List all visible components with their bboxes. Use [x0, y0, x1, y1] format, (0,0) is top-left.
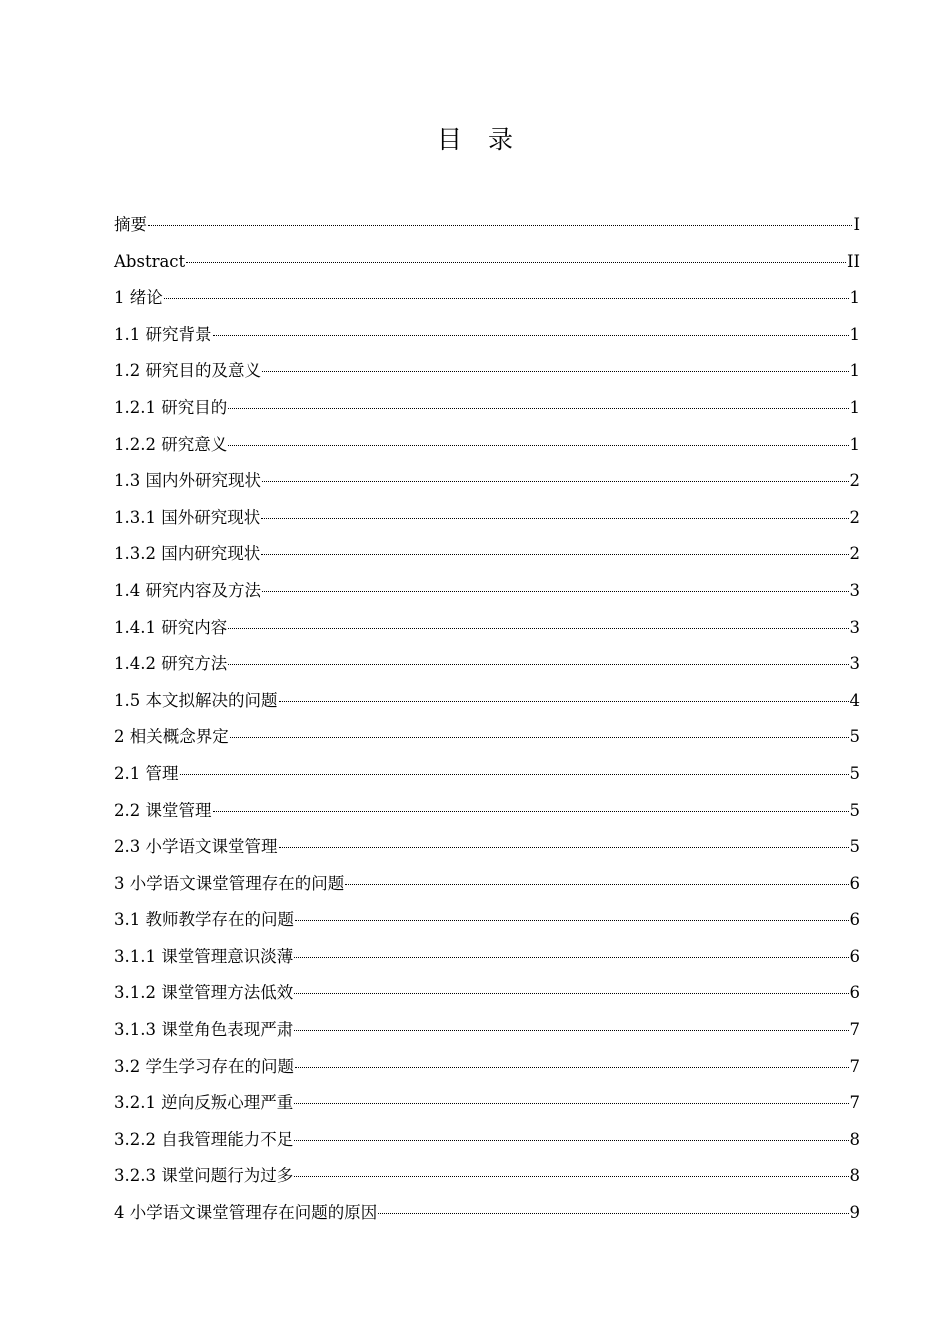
- toc-dot-leader: [164, 298, 849, 299]
- toc-entry-page-number: 6: [849, 873, 860, 893]
- toc-dot-leader: [213, 335, 849, 336]
- toc-entry[interactable]: [114, 536, 860, 573]
- toc-entry-page-number: 7: [849, 1056, 860, 1076]
- toc-dot-leader: [294, 1176, 848, 1177]
- toc-entry-page-number: 9: [849, 1203, 860, 1223]
- toc-dot-leader: [295, 1067, 849, 1068]
- toc-entry-page-number: 1: [849, 288, 860, 308]
- toc-entry-label: 2 相关概念界定: [114, 727, 229, 747]
- toc-dot-leader: [295, 920, 849, 921]
- toc-entry-page-number: 6: [849, 983, 860, 1003]
- toc-entry-label: 2.2 课堂管理: [114, 800, 212, 820]
- toc-entry[interactable]: [114, 207, 860, 244]
- toc-dot-leader: [279, 847, 849, 848]
- toc-entry-page-number: 5: [849, 800, 860, 820]
- toc-entry-label: 3.1.2 课堂管理方法低效: [114, 983, 294, 1003]
- toc-entry-page-number: I: [853, 215, 860, 234]
- toc-entry[interactable]: [114, 1158, 860, 1195]
- toc-entry[interactable]: [114, 427, 860, 464]
- toc-entry-page-number: 1: [849, 434, 860, 454]
- toc-entry-label: 1.1 研究背景: [114, 324, 212, 344]
- toc-entry-page-number: 8: [849, 1129, 860, 1149]
- toc-entry-page-number: 4: [849, 690, 860, 710]
- toc-entry-page-number: 3: [849, 580, 860, 600]
- toc-entry-label: 1.4.1 研究内容: [114, 617, 228, 637]
- toc-entry[interactable]: [114, 719, 860, 756]
- toc-entry[interactable]: [114, 1085, 860, 1122]
- toc-entry-page-number: 2: [849, 544, 860, 564]
- toc-entry[interactable]: [114, 280, 860, 317]
- toc-dot-leader: [262, 481, 849, 482]
- toc-entry-label: 3.1.1 课堂管理意识淡薄: [114, 946, 294, 966]
- toc-entry-label: 1.4 研究内容及方法: [114, 580, 261, 600]
- toc-entry-page-number: 5: [849, 763, 860, 783]
- toc-entry-label: 2.1 管理: [114, 763, 179, 783]
- toc-list: [114, 207, 860, 1232]
- toc-entry[interactable]: [114, 756, 860, 793]
- toc-dot-leader: [294, 1103, 848, 1104]
- toc-entry-label: 1.2 研究目的及意义: [114, 361, 261, 381]
- toc-dot-leader: [262, 371, 849, 372]
- toc-entry[interactable]: [114, 646, 860, 683]
- toc-entry-label: 3.1 教师教学存在的问题: [114, 910, 294, 930]
- toc-dot-leader: [228, 628, 848, 629]
- toc-entry-label: 1.2.1 研究目的: [114, 397, 228, 417]
- toc-entry-page-number: 5: [849, 837, 860, 857]
- toc-entry[interactable]: [114, 390, 860, 427]
- toc-entry[interactable]: [114, 939, 860, 976]
- toc-dot-leader: [345, 884, 848, 885]
- toc-entry-page-number: 6: [849, 946, 860, 966]
- toc-dot-leader: [261, 518, 848, 519]
- toc-entry-label: 2.3 小学语文课堂管理: [114, 837, 278, 857]
- toc-entry[interactable]: [114, 463, 860, 500]
- toc-entry-label: 1.3.1 国外研究现状: [114, 507, 261, 527]
- toc-entry-label: 摘要: [114, 215, 147, 234]
- toc-dot-leader: [186, 262, 846, 263]
- toc-entry[interactable]: [114, 244, 860, 281]
- toc-entry-page-number: 8: [849, 1166, 860, 1186]
- toc-dot-leader: [228, 664, 848, 665]
- toc-entry[interactable]: [114, 573, 860, 610]
- toc-dot-leader: [261, 554, 848, 555]
- toc-entry-page-number: 1: [849, 397, 860, 417]
- toc-entry[interactable]: [114, 793, 860, 830]
- toc-entry-label: 1.3.2 国内研究现状: [114, 544, 261, 564]
- toc-entry[interactable]: [114, 500, 860, 537]
- toc-entry[interactable]: [114, 975, 860, 1012]
- toc-entry-label: 1.2.2 研究意义: [114, 434, 228, 454]
- toc-entry[interactable]: [114, 829, 860, 866]
- toc-entry-label: 3.2 学生学习存在的问题: [114, 1056, 294, 1076]
- toc-entry[interactable]: [114, 317, 860, 354]
- toc-entry-label: 1 绪论: [114, 288, 163, 308]
- toc-entry[interactable]: [114, 902, 860, 939]
- toc-dot-leader: [294, 1030, 848, 1031]
- toc-entry[interactable]: [114, 1049, 860, 1086]
- toc-dot-leader: [279, 701, 849, 702]
- toc-entry-label: 3.2.2 自我管理能力不足: [114, 1129, 294, 1149]
- toc-entry-label: 3.2.3 课堂问题行为过多: [114, 1166, 294, 1186]
- toc-entry[interactable]: [114, 1122, 860, 1159]
- toc-entry-page-number: 1: [849, 361, 860, 381]
- toc-entry-page-number: 7: [849, 1093, 860, 1113]
- toc-dot-leader: [294, 993, 848, 994]
- toc-entry-page-number: 3: [849, 617, 860, 637]
- toc-entry-label: 1.3 国内外研究现状: [114, 471, 261, 491]
- toc-entry[interactable]: [114, 1012, 860, 1049]
- toc-entry-label: 1.4.2 研究方法: [114, 654, 228, 674]
- toc-entry[interactable]: [114, 866, 860, 903]
- toc-entry-label: 1.5 本文拟解决的问题: [114, 690, 278, 710]
- toc-entry[interactable]: [114, 1195, 860, 1232]
- toc-entry-page-number: 7: [849, 1020, 860, 1040]
- toc-entry-page-number: 5: [849, 727, 860, 747]
- toc-title: 目录: [436, 125, 539, 154]
- toc-entry-label: 3.2.1 逆向反叛心理严重: [114, 1093, 294, 1113]
- toc-entry-page-number: 1: [849, 324, 860, 344]
- toc-dot-leader: [230, 737, 849, 738]
- toc-entry[interactable]: [114, 610, 860, 647]
- toc-dot-leader: [294, 957, 848, 958]
- toc-dot-leader: [294, 1140, 848, 1141]
- toc-entry[interactable]: [114, 353, 860, 390]
- toc-dot-leader: [228, 408, 848, 409]
- toc-entry-page-number: 6: [849, 910, 860, 930]
- toc-dot-leader: [262, 591, 849, 592]
- toc-dot-leader: [213, 811, 849, 812]
- toc-entry-page-number: 2: [849, 507, 860, 527]
- toc-dot-leader: [228, 445, 848, 446]
- toc-dot-leader: [180, 774, 849, 775]
- toc-entry-page-number: II: [846, 251, 860, 271]
- toc-entry-label: 3.1.3 课堂角色表现严肃: [114, 1020, 294, 1040]
- toc-entry-label: 4 小学语文课堂管理存在问题的原因: [114, 1203, 378, 1223]
- toc-dot-leader: [378, 1213, 848, 1214]
- toc-entry-label: 3 小学语文课堂管理存在的问题: [114, 873, 345, 893]
- toc-dot-leader: [148, 225, 852, 226]
- toc-entry-page-number: 2: [849, 471, 860, 491]
- toc-entry[interactable]: [114, 683, 860, 720]
- toc-entry-page-number: 3: [849, 654, 860, 674]
- toc-entry-label: Abstract: [114, 251, 186, 271]
